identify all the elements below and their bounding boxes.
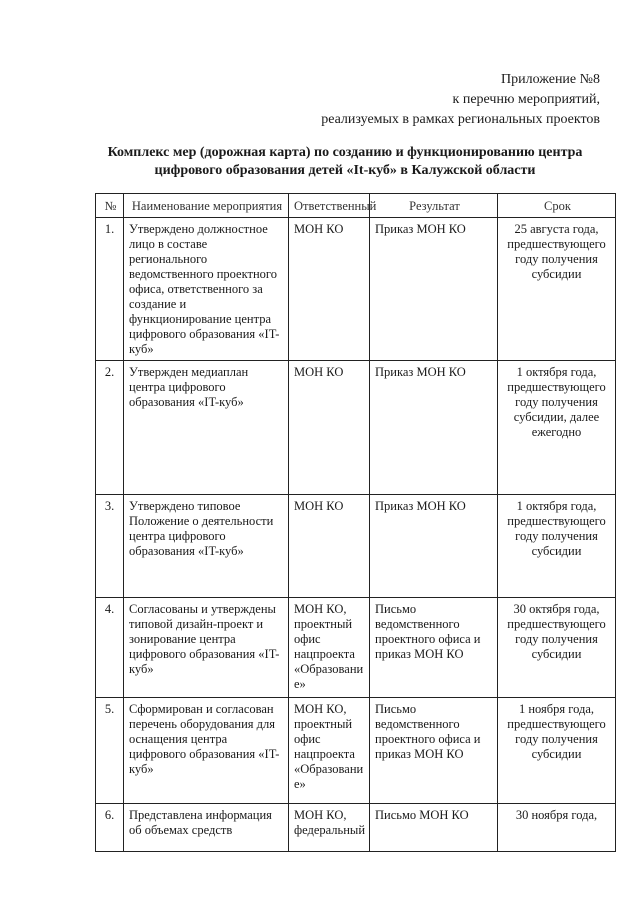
header-term: Срок [498, 194, 616, 218]
row-responsible: МОН КО, проектный офис нацпроекта «Образование» [289, 698, 370, 804]
document-title [60, 144, 630, 180]
row-term: 30 октября года, предшествующего году получения субсидии [498, 598, 616, 698]
appendix-line-2: к перечню мероприятий, [452, 92, 600, 107]
appendix-line-3: реализуемых в рамках региональных проектов [321, 112, 600, 127]
row-responsible: МОН КО, проектный офис нацпроекта «Образование» [289, 598, 370, 698]
header-result: Результат [370, 194, 498, 218]
row-num: 3. [96, 495, 124, 598]
row-name: Утверждено типовое Положение о деятельности центра цифрового образования «IT-куб» [124, 495, 289, 598]
table-row [96, 804, 616, 852]
row-num: 6. [96, 804, 124, 852]
row-name: Согласованы и утверждены типовой дизайн-проект и зонирование центра цифрового образования «IT-куб» [124, 598, 289, 698]
row-num: 2. [96, 361, 124, 495]
table-row [96, 495, 616, 598]
row-responsible: МОН КО, федеральный [289, 804, 370, 852]
row-responsible: МОН КО [289, 361, 370, 495]
row-term: 1 ноября года, предшествующего году получения субсидии [498, 698, 616, 804]
appendix-header [321, 70, 600, 130]
title-line-1: Комплекс мер (дорожная карта) по созданию и функционированию центра [107, 145, 583, 160]
row-result: Приказ МОН КО [370, 361, 498, 495]
table-row [96, 361, 616, 495]
table-row [96, 698, 616, 804]
row-name: Утверждено должностное лицо в составе регионального ведомственного проектного офиса, ответственного за создание и функционирование центра цифрового образования «IT-куб» [124, 218, 289, 361]
row-responsible: МОН КО [289, 218, 370, 361]
table-row [96, 598, 616, 698]
table-header-row [96, 194, 616, 218]
measures-table [95, 193, 616, 852]
row-result: Приказ МОН КО [370, 495, 498, 598]
appendix-line-1: Приложение №8 [501, 72, 600, 87]
title-line-2: цифрового образования детей «It-куб» в Калужской области [154, 163, 536, 178]
row-result: Приказ МОН КО [370, 218, 498, 361]
header-num: № [96, 194, 124, 218]
header-name: Наименование мероприятия [124, 194, 289, 218]
row-num: 1. [96, 218, 124, 361]
row-term: 30 ноября года, [498, 804, 616, 852]
row-responsible: МОН КО [289, 495, 370, 598]
row-result: Письмо ведомственного проектного офиса и приказ МОН КО [370, 698, 498, 804]
table-row [96, 218, 616, 361]
row-term: 1 октября года, предшествующего году получения субсидии [498, 495, 616, 598]
row-num: 4. [96, 598, 124, 698]
row-name: Утвержден медиаплан центра цифрового образования «IT-куб» [124, 361, 289, 495]
row-name: Сформирован и согласован перечень оборудования для оснащения центра цифрового образования «IT-куб» [124, 698, 289, 804]
row-term: 1 октября года, предшествующего году получения субсидии, далее ежегодно [498, 361, 616, 495]
header-responsible: Ответственный [289, 194, 370, 218]
row-result: Письмо МОН КО [370, 804, 498, 852]
row-result: Письмо ведомственного проектного офиса и приказ МОН КО [370, 598, 498, 698]
row-term: 25 августа года, предшествующего году получения субсидии [498, 218, 616, 361]
row-num: 5. [96, 698, 124, 804]
row-name: Представлена информация об объемах средств [124, 804, 289, 852]
